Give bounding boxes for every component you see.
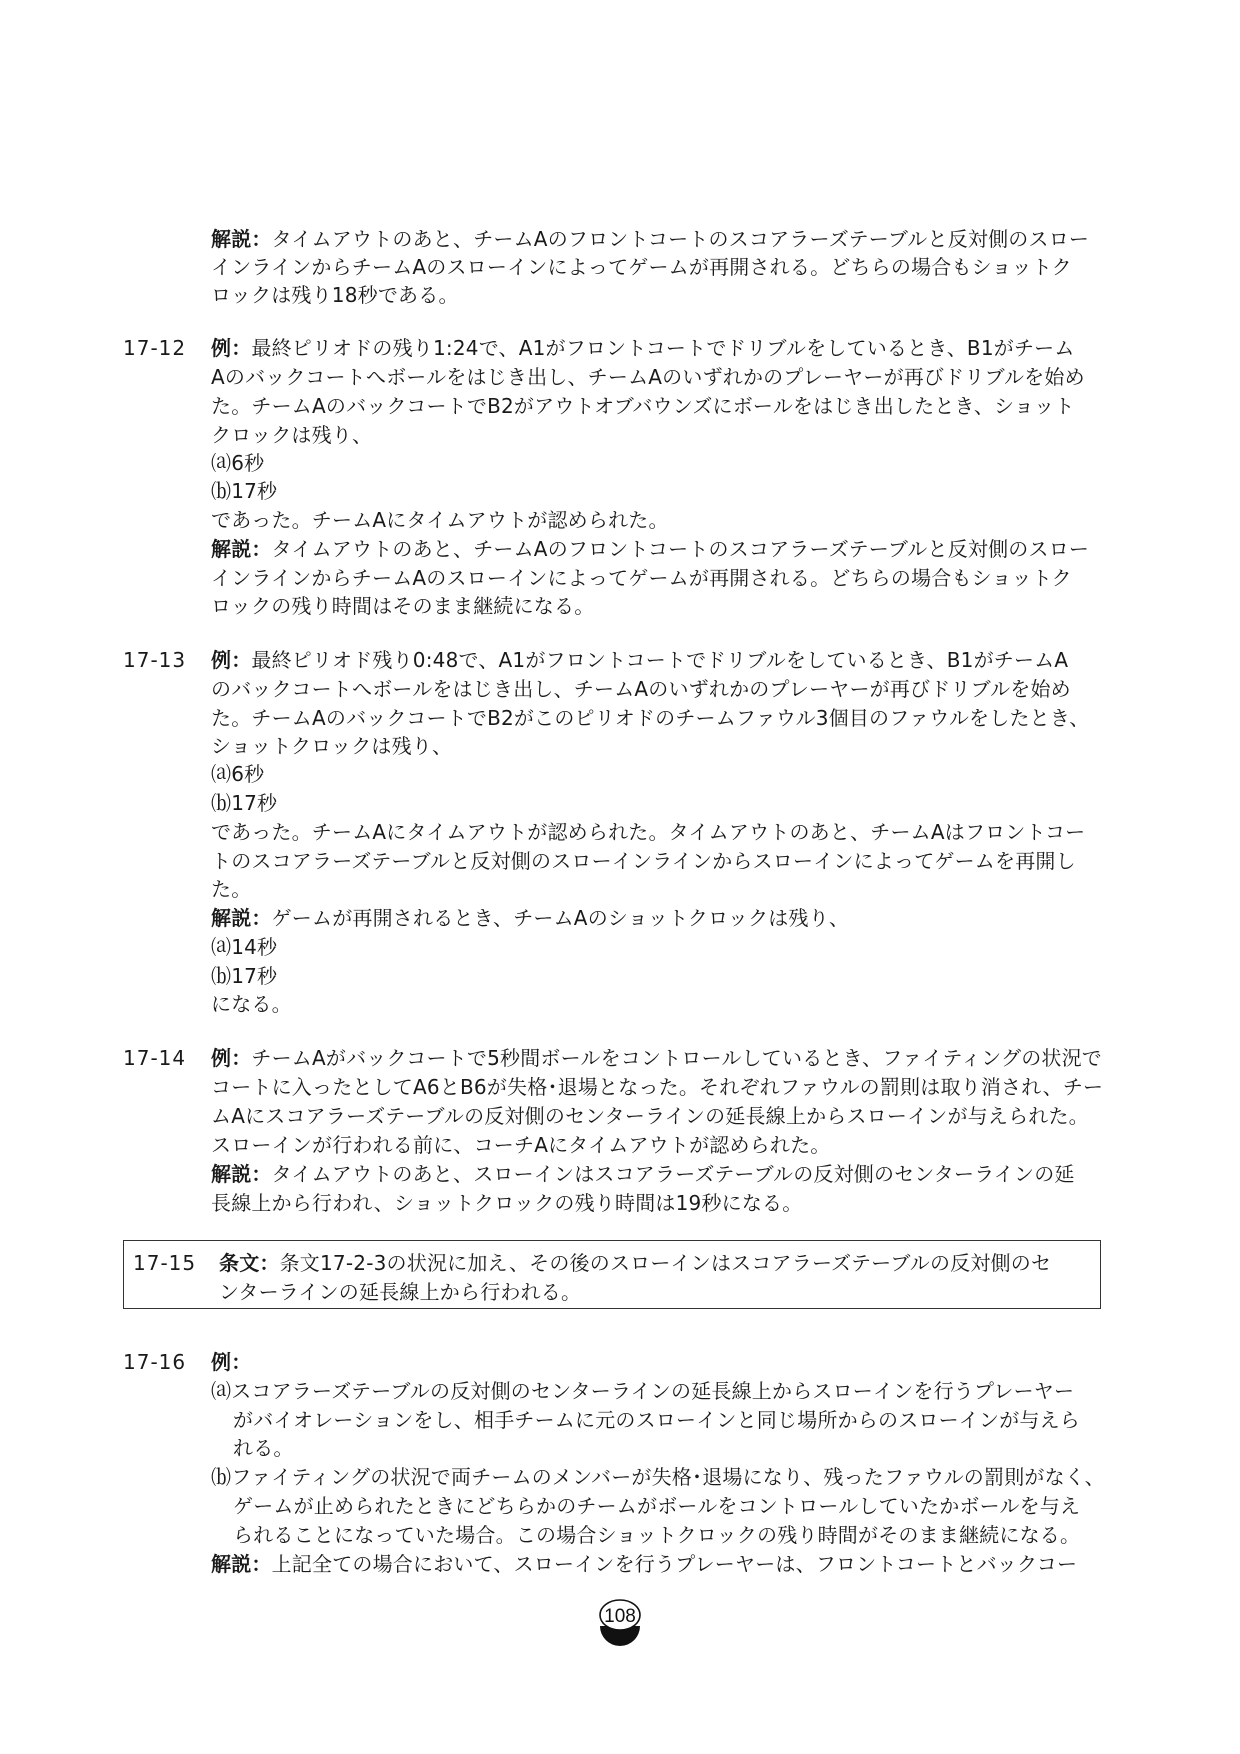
s12-line-7: であった。チームAにタイムアウトが認められた。 [211,508,669,532]
s12-line-4: クロックは残り、 [211,423,373,447]
s14-line-4: スローインが行われる前に、コーチAにタイムアウトが認められた。 [211,1133,831,1157]
s16-line-5: ゲームが止められたときにどちらかのチームがボールをコントロールしていたかボールを与え [233,1494,1081,1518]
s16-line-2: がバイオレーションをし、相手チームに元のスローインと同じ場所からのスローインが与えら [233,1408,1080,1432]
s15-line-1: 条文：条文17-2-3の状況に加え、その後のスローインはスコアラーズテーブルの反対側のセ [219,1251,1052,1275]
s13-line-3: た。チームAのバックコートでB2がこのピリオドのチームファウル3個目のファウルをしたとき、 [211,706,1090,730]
s14-line-1: 例：チームAがバックコートで5秒間ボールをコントロールしているとき、ファイティングの状況で [211,1046,1103,1070]
s12-explain-line-3: ロックの残り時間はそのまま継続になる。 [211,594,595,618]
s14-example-label: 例： [211,1046,252,1070]
s14-explain-line-2: 長線上から行われ、ショットクロックの残り時間は19秒になる。 [211,1191,803,1215]
s14-line-2: コートに入ったとしてA6とB6が失格･退場となった。それぞれファウルの罰則は取り消され、チー [211,1075,1104,1099]
intro-line-1: 解説：タイムアウトのあと、チームAのフロントコートのスコアラーズテーブルと反対側のスロー [211,227,1090,251]
s15-article-label: 条文： [219,1251,280,1275]
s12-line-5: ⒜6秒 [211,451,265,475]
s12-line-6: ⒝17秒 [211,479,278,503]
s13-explain-line-3: ⒝17秒 [211,964,278,988]
s12-line-3: た。チームAのバックコートでB2がアウトオブバウンズにボールをはじき出したとき、ショット [211,394,1075,418]
s12-line-2: Aのバックコートへボールをはじき出し、チームAのいずれかのプレーヤーが再びドリブルを始め [211,365,1085,389]
s13-explain-label: 解説： [211,906,272,930]
page-number: 108 [604,1606,636,1627]
s16-example-label: 例： [211,1350,252,1374]
s13-line-4: ショットクロックは残り、 [211,734,453,758]
s13-line-1: 例：最終ピリオド残り0:48で、A1がフロントコートでドリブルをしているとき、B1がチームA [211,648,1069,672]
intro-line-3: ロックは残り18秒である。 [211,283,459,307]
s13-line-8: トのスコアラーズテーブルと反対側のスローインラインからスローインによってゲームを再開し [211,849,1076,873]
s14-line-3: ムAにスコアラーズテーブルの反対側のセンターラインの延長線上からスローインが与えられた。 [211,1104,1089,1128]
section-number-17-15: 17-15 [133,1251,197,1275]
s16-line-6: られることになっていた場合。この場合ショットクロックの残り時間がそのまま継続になる。 [233,1523,1081,1547]
s12-line-1: 例：最終ピリオドの残り1:24で、A1がフロントコートでドリブルをしているとき、B1がチーム [211,336,1075,360]
s13-explain-line-4: になる。 [211,992,292,1016]
section-number-17-16: 17-16 [123,1350,187,1374]
intro-line-2: インラインからチームAのスローインによってゲームが再開される。どちらの場合もショットク [211,255,1072,279]
s13-explain-line-2: ⒜14秒 [211,935,278,959]
s16-line-1: ⒜スコアラーズテーブルの反対側のセンターラインの延長線上からスローインを行うプレーヤー [211,1379,1075,1403]
s12-explain-line-2: インラインからチームAのスローインによってゲームが再開される。どちらの場合もショットク [211,566,1072,590]
section-number-17-12: 17-12 [123,336,187,360]
s16-line-4: ⒝ファイティングの状況で両チームのメンバーが失格･退場になり、残ったファウルの罰則がなく、 [211,1465,1105,1489]
s16-line-3: れる。 [233,1436,294,1460]
s13-explain-line-1: 解説：ゲームが再開されるとき、チームAのショットクロックは残り、 [211,906,850,930]
section-number-17-13: 17-13 [123,648,187,672]
section-number-17-14: 17-14 [123,1046,187,1070]
intro-explain-label: 解説： [211,227,272,251]
s12-example-label: 例： [211,336,252,360]
s13-line-6: ⒝17秒 [211,791,278,815]
s14-explain-line-1: 解説：タイムアウトのあと、スローインはスコアラーズテーブルの反対側のセンターラインの延 [211,1162,1075,1186]
s15-line-2: ンターラインの延長線上から行われる。 [219,1280,582,1304]
page-number-badge [594,1596,646,1648]
s12-explain-label: 解説： [211,537,272,561]
s16-explain-line-1: 解説：上記全ての場合において、スローインを行うプレーヤーは、フロントコートとバックコー [211,1552,1078,1576]
s12-explain-line-1: 解説：タイムアウトのあと、チームAのフロントコートのスコアラーズテーブルと反対側のスロー [211,537,1090,561]
s16-explain-label: 解説： [211,1552,272,1576]
s13-line-2: のバックコートへボールをはじき出し、チームAのいずれかのプレーヤーが再びドリブルを始め [211,677,1071,701]
s14-explain-label: 解説： [211,1162,272,1186]
s13-line-7: であった。チームAにタイムアウトが認められた。タイムアウトのあと、チームAはフロントコー [211,820,1086,844]
s13-line-5: ⒜6秒 [211,762,265,786]
s13-example-label: 例： [211,648,252,672]
s13-line-9: た。 [211,877,252,901]
